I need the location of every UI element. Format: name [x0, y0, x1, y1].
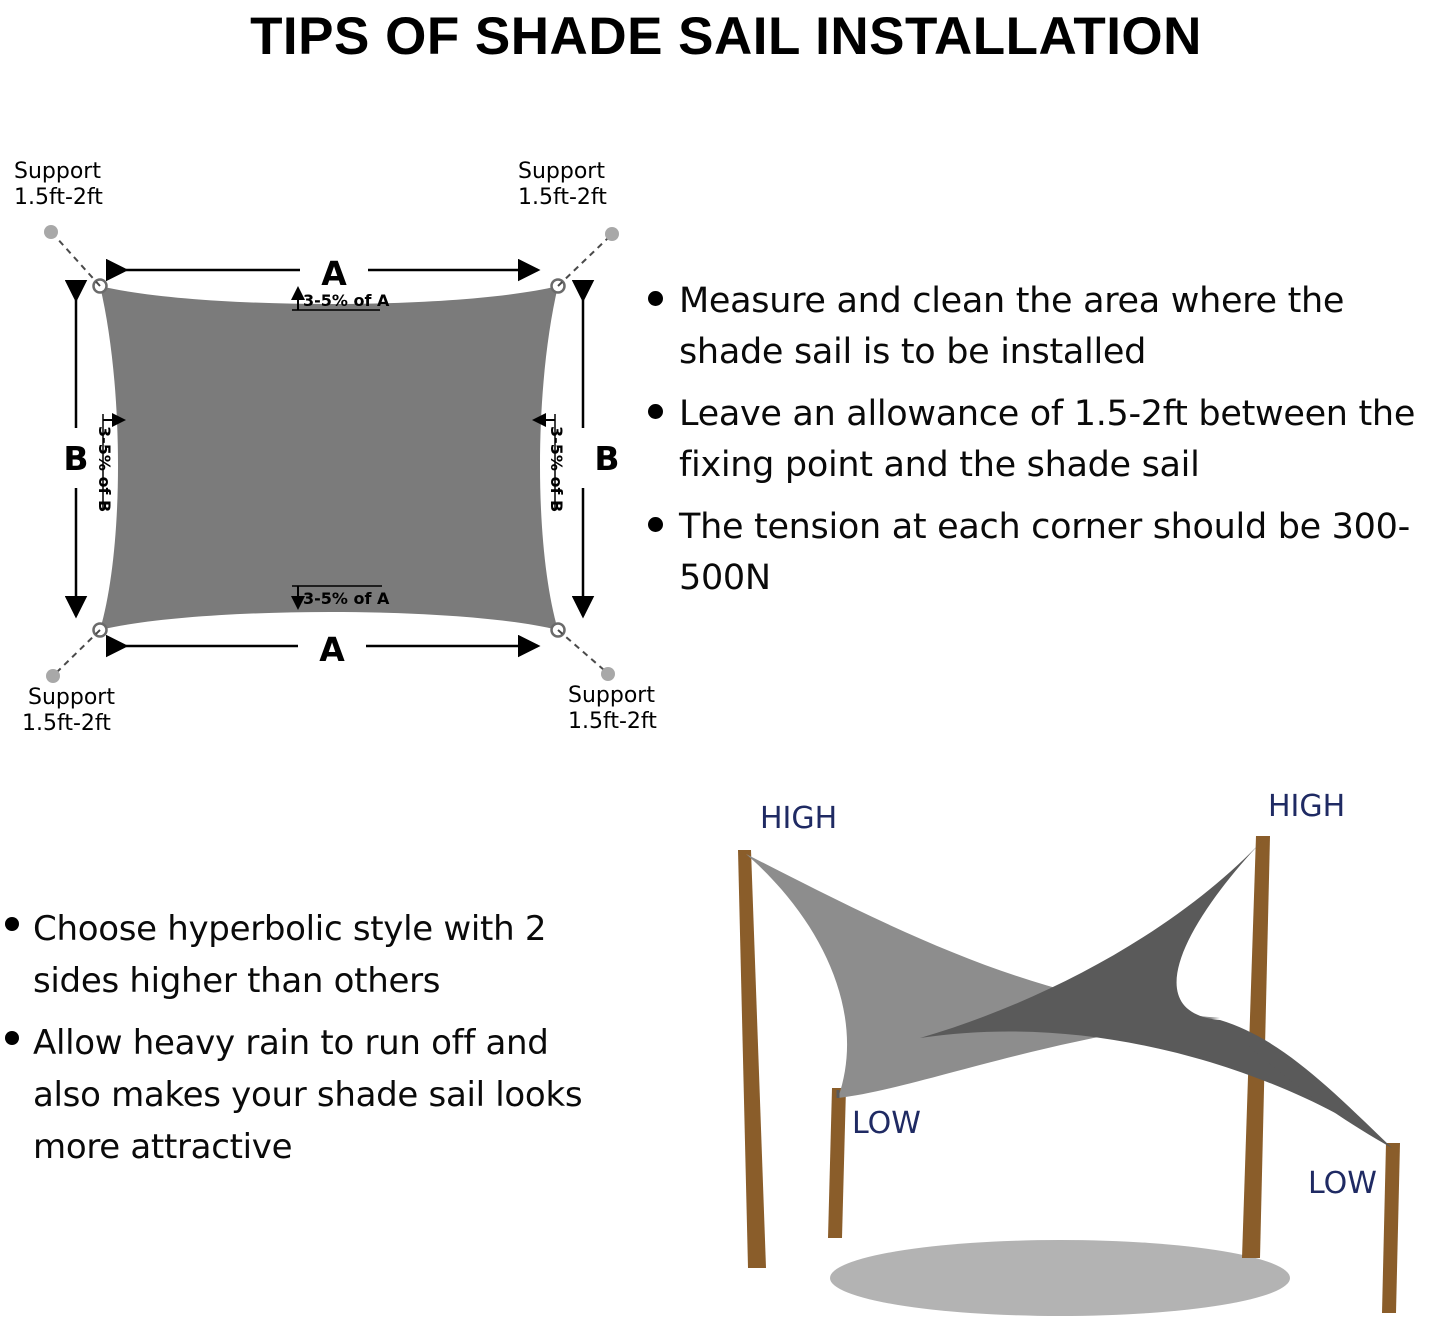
dim-label-bottom-A: A — [319, 630, 345, 669]
list-item — [5, 903, 625, 1007]
tip-text: Allow heavy rain to run off and also makes your shade sail looks more attractive — [33, 1023, 583, 1168]
label-high-right: HIGH — [1268, 789, 1346, 824]
bottom-section — [0, 778, 1452, 1333]
curve-label-bottom: 3-5% of A — [303, 589, 390, 608]
sail-dark-lobe — [1220, 1020, 1392, 1148]
bullet-dot-icon — [648, 404, 663, 419]
bottom-tips-list — [5, 903, 625, 1183]
support-line-bottom-left — [57, 630, 100, 672]
bullet-dot-icon — [5, 917, 19, 931]
ground-shadow — [830, 1240, 1290, 1316]
support-label-top-right-line2: 1.5ft-2ft — [518, 185, 607, 210]
list-item — [5, 1017, 625, 1173]
shade-sail-dimension-diagram — [0, 158, 660, 758]
tip-text: The tension at each corner should be 300-500N — [679, 506, 1410, 599]
label-high-left: HIGH — [760, 801, 838, 836]
support-label-bottom-right-line1: Support — [568, 683, 655, 708]
dim-label-left-B: B — [63, 439, 89, 478]
curve-label-top: 3-5% of A — [303, 291, 390, 310]
anchor-bottom-left — [46, 669, 60, 683]
page-title: TIPS OF SHADE SAIL INSTALLATION — [250, 7, 1202, 66]
post-low-left — [828, 1088, 846, 1238]
label-low-left: LOW — [852, 1106, 921, 1141]
post-high-left — [738, 850, 766, 1268]
anchor-top-left — [44, 225, 58, 239]
hyperbolic-shade-sail-diagram — [620, 788, 1450, 1333]
label-low-right: LOW — [1308, 1166, 1377, 1201]
dim-label-top-A: A — [321, 254, 347, 293]
support-label-top-left-line2: 1.5ft-2ft — [14, 185, 103, 210]
dim-label-right-B: B — [594, 439, 620, 478]
top-tips-list — [648, 276, 1448, 615]
bullet-dot-icon — [5, 1031, 19, 1045]
support-label-bottom-right-line2: 1.5ft-2ft — [568, 709, 657, 734]
anchor-top-right — [605, 227, 619, 241]
list-item — [648, 389, 1448, 492]
top-section — [0, 158, 1452, 778]
bullet-dot-icon — [648, 291, 663, 306]
support-line-bottom-right — [558, 630, 604, 670]
tip-text: Choose hyperbolic style with 2 sides higher than others — [33, 909, 547, 1002]
list-item — [648, 502, 1448, 605]
post-low-right — [1382, 1143, 1400, 1313]
curve-label-left: 3-5% of B — [95, 426, 114, 513]
support-label-top-left-line1: Support — [14, 159, 101, 184]
support-label-bottom-left-line2: 1.5ft-2ft — [22, 711, 111, 736]
curve-label-right: 3-5% of B — [547, 426, 566, 513]
bullet-dot-icon — [648, 517, 663, 532]
anchor-bottom-right — [601, 667, 615, 681]
support-label-bottom-left-line1: Support — [28, 685, 115, 710]
tip-text: Measure and clean the area where the shade sail is to be installed — [679, 281, 1345, 373]
tip-text: Leave an allowance of 1.5-2ft between the fixing point and the shade sail — [679, 393, 1416, 486]
list-item — [648, 276, 1448, 379]
support-line-top-left — [55, 236, 100, 286]
support-line-top-right — [558, 238, 608, 286]
sail-shape — [100, 286, 558, 630]
support-label-top-right-line1: Support — [518, 159, 605, 184]
